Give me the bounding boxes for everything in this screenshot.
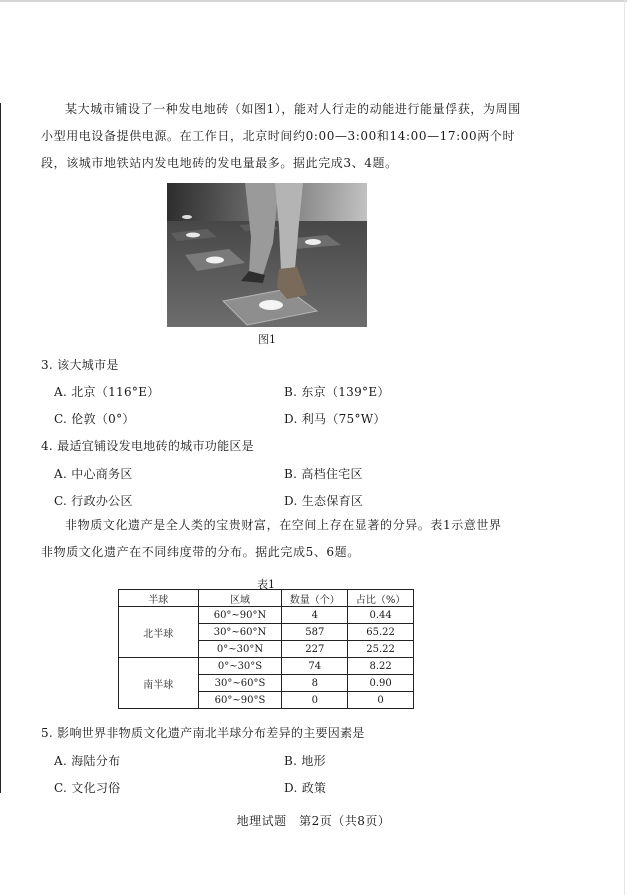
page-top-border — [0, 0, 627, 2]
passage-1 — [41, 96, 586, 177]
table-cell: 8 — [282, 675, 348, 692]
table-cell: 0°~30°S — [198, 658, 282, 675]
question-3-stem: 3. 该大城市是 — [41, 358, 119, 372]
question-5-stem: 5. 影响世界非物质文化遗产南北半球分布差异的主要因素是 — [41, 726, 365, 740]
table-1 — [118, 589, 414, 709]
table-header-cell: 半球 — [119, 590, 199, 607]
question-4-option-b: B. 高档住宅区 — [284, 467, 363, 481]
table-cell: 0 — [282, 692, 348, 709]
question-4-option-a: A. 中心商务区 — [54, 467, 133, 481]
table-cell: 30°~60°N — [198, 624, 282, 641]
hemisphere-cell: 南半球 — [119, 658, 199, 709]
table-cell: 0.90 — [348, 675, 414, 692]
table-cell: 74 — [282, 658, 348, 675]
passage-2-line: 非物质文化遗产是全人类的宝贵财富，在空间上存在显著的分异。表1示意世界 — [65, 518, 502, 532]
question-3-option-d: D. 利马（75°W） — [284, 412, 386, 426]
question-3-option-b: B. 东京（139°E） — [284, 385, 390, 399]
question-4-stem: 4. 最适宜铺设发电地砖的城市功能区是 — [41, 439, 254, 453]
table-cell: 0°~30°N — [198, 641, 282, 658]
question-5-option-d: D. 政策 — [284, 781, 327, 795]
question-5-option-a: A. 海陆分布 — [54, 754, 121, 768]
passage-1-line: 小型用电设备提供电源。在工作日，北京时间约0:00—3:00和14:00—17:00两个时 — [41, 129, 516, 143]
table-cell: 0 — [348, 692, 414, 709]
passage-2-line: 非物质文化遗产在不同纬度带的分布。据此完成5、6题。 — [41, 545, 360, 559]
hemisphere-cell: 北半球 — [119, 607, 199, 658]
table-cell: 587 — [282, 624, 348, 641]
table-cell: 60°~90°N — [198, 607, 282, 624]
table-header-row — [119, 590, 414, 607]
figure-1-photo — [167, 183, 367, 327]
table-row — [119, 607, 414, 624]
question-3-option-c: C. 伦敦（0°） — [54, 412, 135, 426]
page-right-border — [624, 0, 625, 895]
table-cell: 0.44 — [348, 607, 414, 624]
passage-1-line: 段，该城市地铁站内发电地砖的发电量最多。据此完成3、4题。 — [41, 156, 398, 170]
table-cell: 25.22 — [348, 641, 414, 658]
page-footer: 地理试题 第2页（共8页） — [236, 814, 391, 828]
passage-1-line: 某大城市铺设了一种发电地砖（如图1），能对人行走的动能进行能量俘获，为周围 — [65, 102, 521, 116]
table-1-title: 表1 — [257, 578, 275, 591]
table-row — [119, 658, 414, 675]
table-cell: 8.22 — [348, 658, 414, 675]
question-5-option-c: C. 文化习俗 — [54, 781, 121, 795]
table-cell: 227 — [282, 641, 348, 658]
table-cell: 4 — [282, 607, 348, 624]
question-4-option-c: C. 行政办公区 — [54, 494, 133, 508]
question-5-option-b: B. 地形 — [284, 754, 326, 768]
table-cell: 65.22 — [348, 624, 414, 641]
binding-margin-line — [0, 103, 1, 793]
question-3-option-a: A. 北京（116°E） — [54, 385, 160, 399]
question-4-option-d: D. 生态保育区 — [284, 494, 364, 508]
table-header-cell: 占比（%） — [348, 590, 414, 607]
table-cell: 60°~90°S — [198, 692, 282, 709]
figure-1-caption: 图1 — [258, 333, 276, 346]
table-cell: 30°~60°S — [198, 675, 282, 692]
table-header-cell: 数量（个） — [282, 590, 348, 607]
passage-2 — [41, 512, 586, 566]
table-header-cell: 区域 — [198, 590, 282, 607]
